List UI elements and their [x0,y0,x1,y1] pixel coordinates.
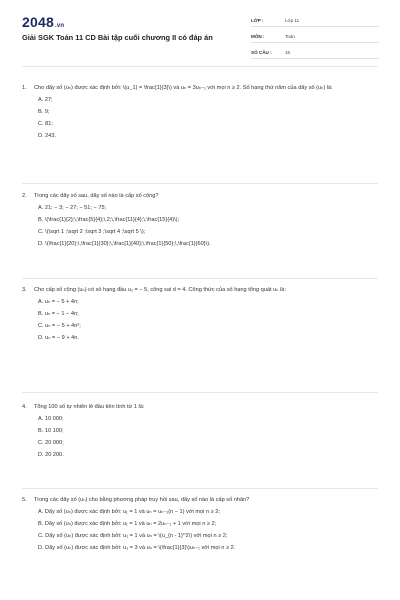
question-divider [22,392,378,393]
meta-row-grade [251,14,379,27]
question-number: 1. [22,85,27,91]
answer-option[interactable]: A. 10 000; [38,415,64,422]
question-stem [22,84,378,93]
answer-option[interactable]: C. \(\sqrt 1 ;\sqrt 2 ;\sqrt 3 ;\sqrt 4 ;\sqrt 5 \); [38,228,146,235]
answer-option[interactable]: C. 20 000; [38,439,64,446]
question-text: Tổng 100 số tự nhiên lẻ đầu tiên tính từ 1 là: [34,404,145,410]
question-5 [22,496,378,552]
question-number: 4. [22,404,27,410]
answer-option[interactable]: D. uₙ = − 9 + 4n. [38,334,79,341]
answer-option[interactable]: B. 10 100; [38,427,64,434]
answer-option[interactable]: D. 20 200. [38,451,64,458]
question-text: Trong các dãy số (uₙ) cho bằng phương pháp truy hồi sau, dãy số nào là cấp số nhân? [34,497,250,503]
answer-option[interactable]: C. uₙ = − 5 + 4n²; [38,322,81,329]
question-divider [22,183,378,184]
logo-suffix: .vn [54,23,65,29]
answer-option[interactable]: C. Dãy số (uₙ) được xác định bởi: u₁ = 1 và uₙ = \(u_{n - 1}^2\) với mọi n ≥ 2; [38,532,228,539]
answer-option[interactable]: B. Dãy số (uₙ) được xác định bởi: u₁ = 1 và uₙ = 2uₙ₋₁ + 1 với mọi n ≥ 2; [38,520,217,527]
question-stem [22,192,378,201]
question-number: 2. [22,193,27,199]
question-2 [22,192,378,248]
meta-label: MÔN : [251,33,265,39]
answer-option[interactable]: B. uₙ = − 1 − 4n; [38,310,79,317]
question-text: Cho cấp số cộng (uₙ) có số hạng đầu u₁ = − 5, công sai d = 4. Công thức của số hạng tổng quát uₙ là: [34,287,286,293]
answer-option[interactable]: C. 81; [38,120,53,127]
meta-value: Toán [285,33,295,39]
question-stem [22,496,378,505]
logo-text: 2048 [22,14,54,30]
meta-info [251,14,379,62]
question-1 [22,84,378,140]
answer-option[interactable]: A. uₙ = − 5 + 4n; [38,298,79,305]
question-number: 5. [22,497,27,503]
answer-option[interactable]: D. \(\frac{1}{20};\,\frac{1}{30};\,\frac{1}{40};\,\frac{1}{50};\,\frac{1}{60}\). [38,240,211,247]
meta-value: 16 [285,49,291,55]
answer-option[interactable]: D. 243. [38,132,57,139]
meta-row-count [251,46,379,59]
question-number: 3. [22,287,27,293]
answer-option[interactable]: A. 21; − 3; − 27; − 51; − 75; [38,204,107,211]
header-divider [22,66,378,67]
document-title: Giải SGK Toán 11 CD Bài tập cuối chương II có đáp án [22,33,213,42]
answer-option[interactable]: D. Dãy số (uₙ) được xác định bởi: u₁ = 3 và uₙ = \(\frac{1}{3}\)uₙ₋₁ với mọi n ≥ 2. [38,544,236,551]
question-divider [22,488,378,489]
question-divider [22,278,378,279]
page-header [0,0,400,64]
question-3 [22,286,378,342]
question-text: Trong các dãy số sau, dãy số nào là cấp số cộng? [34,193,159,199]
answer-option[interactable]: B. 9; [38,108,50,115]
answer-option[interactable]: A. Dãy số (uₙ) được xác định bởi: u₁ = 1 và uₙ = uₙ₋₁(n − 1) với mọi n ≥ 2; [38,508,220,515]
answer-option[interactable]: B. \(\frac{1}{2};\,\frac{5}{4};\,2;\,\frac{11}{4};\,\frac{15}{4}\); [38,216,180,223]
answer-option[interactable]: A. 27; [38,96,53,103]
meta-label: LỚP : [251,17,264,23]
question-stem [22,286,378,295]
site-logo[interactable] [22,14,64,30]
meta-value: Lớp 11 [285,17,300,23]
question-4 [22,403,378,459]
meta-label: SỐ CÂU : [251,49,272,55]
meta-row-subject [251,30,379,43]
question-text: Cho dãy số (uₙ) được xác định bởi: \(u_1} = \frac{1}{3}\) và uₙ = 3uₙ₋₁ với mọi n ≥ 2. Số hạng thứ năm của dãy số (uₙ) là: [34,85,333,91]
question-stem [22,403,378,412]
